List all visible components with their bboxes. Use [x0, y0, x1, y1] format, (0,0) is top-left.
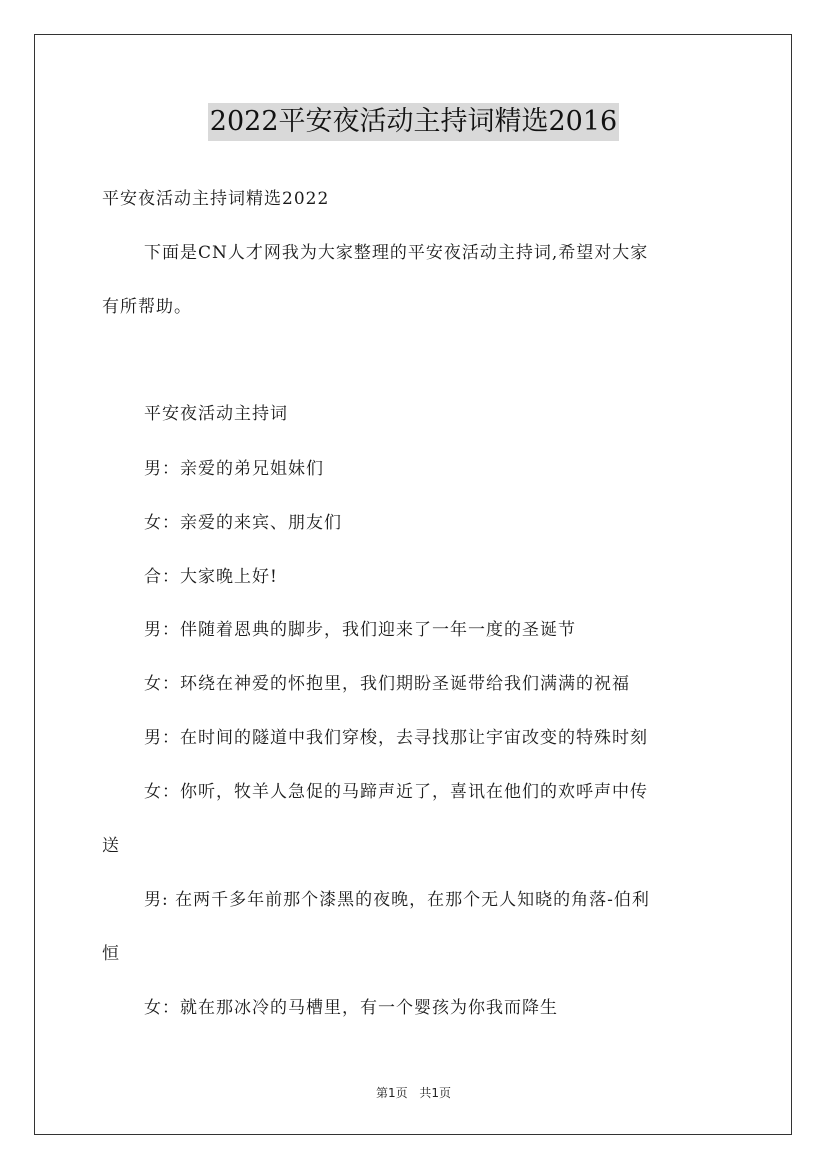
dialogue-line: 男: 在两千多年前那个漆黑的夜晚，在那个无人知晓的角落-伯利: [144, 890, 650, 910]
page-footer: [0, 1084, 827, 1101]
subtitle: 平安夜活动主持词精选2022: [102, 189, 330, 209]
dialogue-line: 男：伴随着恩典的脚步，我们迎来了一年一度的圣诞节: [144, 620, 576, 640]
dialogue-line-continuation: 恒: [102, 944, 120, 964]
dialogue-line: 女：亲爱的来宾、朋友们: [144, 513, 342, 533]
dialogue-line-continuation: 送: [102, 836, 120, 856]
dialogue-line: 男：在时间的隧道中我们穿梭，去寻找那让宇宙改变的特殊时刻: [144, 728, 648, 748]
section-heading: 平安夜活动主持词: [144, 404, 288, 424]
dialogue-line: 合：大家晚上好!: [144, 567, 278, 587]
document-title: 2022平安夜活动主持词精选2016: [208, 103, 619, 141]
page-number: 第1页: [375, 1086, 408, 1100]
intro-line-1: 下面是CN人才网我为大家整理的平安夜活动主持词,希望对大家: [144, 243, 649, 263]
dialogue-line: 女：就在那冰冷的马槽里，有一个婴孩为你我而降生: [144, 998, 558, 1018]
title-container: [0, 103, 827, 141]
dialogue-line: 女：你听，牧羊人急促的马蹄声近了，喜讯在他们的欢呼声中传: [144, 782, 648, 802]
dialogue-line: 女：环绕在神爱的怀抱里，我们期盼圣诞带给我们满满的祝福: [144, 674, 630, 694]
page-total: 共1页: [419, 1086, 452, 1100]
intro-line-2: 有所帮助。: [102, 297, 192, 317]
dialogue-line: 男：亲爱的弟兄姐妹们: [144, 459, 324, 479]
